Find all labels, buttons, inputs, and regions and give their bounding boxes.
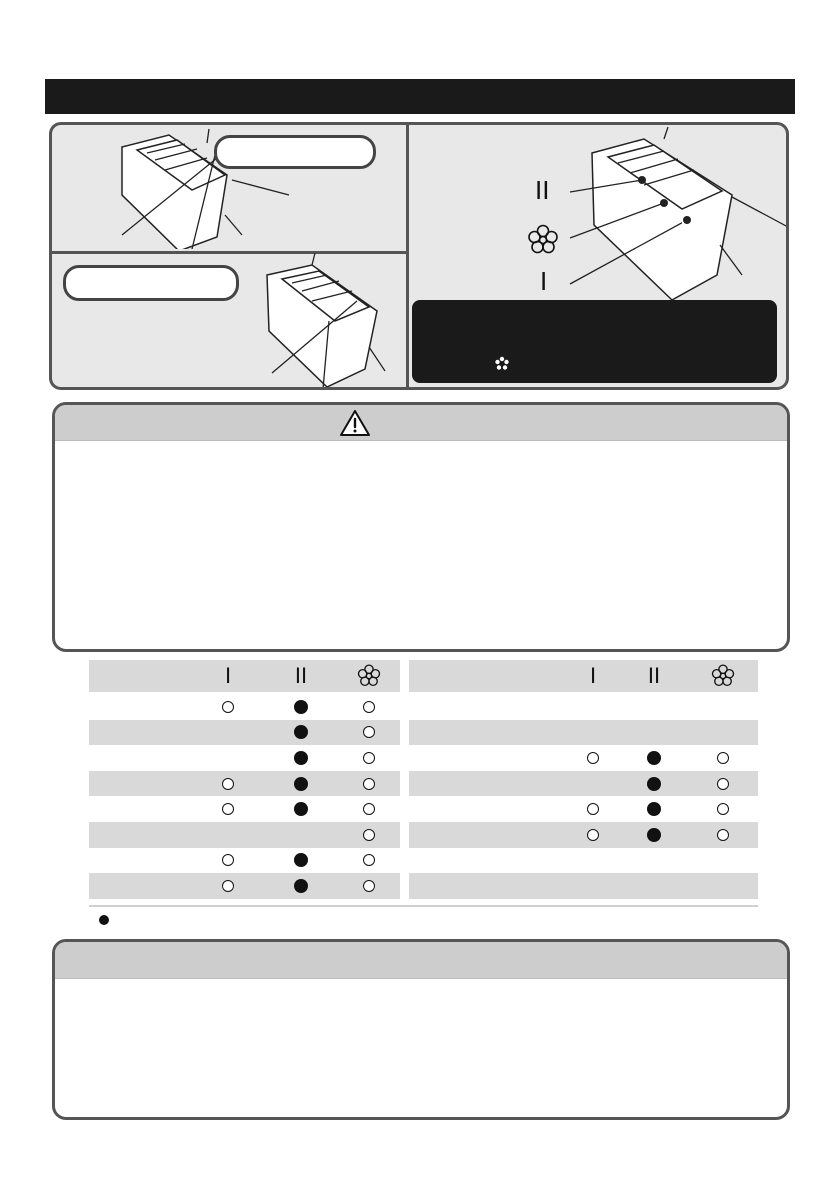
table-cell <box>357 873 381 899</box>
table-header <box>89 660 400 692</box>
column-header-compartment-1 <box>581 660 605 692</box>
table-row <box>409 822 758 848</box>
filled-dot-icon <box>647 751 661 765</box>
table-cell <box>711 796 735 822</box>
table-row <box>409 771 758 797</box>
column-header-compartment-2 <box>642 660 666 692</box>
column-header-fabric-softener <box>711 660 735 692</box>
table-row <box>409 720 758 746</box>
table-row <box>409 796 758 822</box>
column-header-label: II <box>647 663 661 688</box>
table-row <box>89 745 400 771</box>
table-cell <box>357 796 381 822</box>
table-row <box>89 720 400 746</box>
table-cell <box>216 796 240 822</box>
header-bar <box>45 79 795 114</box>
table-row <box>89 873 400 899</box>
empty-circle-icon <box>717 829 729 841</box>
table-row <box>89 848 400 874</box>
empty-circle-icon <box>222 778 234 790</box>
table-cell <box>642 848 666 874</box>
table-cell <box>357 771 381 797</box>
warning-box <box>52 402 790 652</box>
table-cell <box>711 720 735 746</box>
empty-circle-icon <box>587 752 599 764</box>
table-cell <box>711 848 735 874</box>
table-cell <box>216 848 240 874</box>
table-cell <box>357 745 381 771</box>
table-cell <box>642 720 666 746</box>
empty-circle-icon <box>363 829 375 841</box>
table-cell <box>581 796 605 822</box>
column-header-label: I <box>589 663 597 688</box>
table-cell <box>581 848 605 874</box>
warning-triangle-icon <box>339 408 371 438</box>
table-bottom-rule <box>89 905 758 907</box>
table-cell <box>216 771 240 797</box>
table-cell <box>216 745 240 771</box>
table-cell <box>289 796 313 822</box>
table-row <box>89 694 400 720</box>
filled-dot-icon <box>647 802 661 816</box>
flower-icon <box>711 664 735 688</box>
table-cell <box>711 745 735 771</box>
empty-circle-icon <box>363 803 375 815</box>
table-header <box>409 660 758 692</box>
filled-dot-icon <box>99 915 109 925</box>
table-cell <box>216 873 240 899</box>
empty-circle-icon <box>363 701 375 713</box>
filled-dot-icon <box>294 853 308 867</box>
table-cell <box>216 822 240 848</box>
table-cell <box>357 822 381 848</box>
filled-dot-icon <box>294 725 308 739</box>
column-header-label: II <box>294 663 308 688</box>
drawer-illustration-removed <box>257 251 402 390</box>
bottom-left-label-pill <box>63 265 239 301</box>
empty-circle-icon <box>587 803 599 815</box>
filled-dot-icon <box>647 828 661 842</box>
filled-dot-icon <box>647 777 661 791</box>
table-cell <box>289 873 313 899</box>
table-cell <box>357 848 381 874</box>
table-row <box>409 848 758 874</box>
table-cell <box>642 822 666 848</box>
table-cell <box>642 694 666 720</box>
table-row <box>409 873 758 899</box>
filled-dot-icon <box>294 777 308 791</box>
empty-circle-icon <box>363 854 375 866</box>
table-cell <box>357 720 381 746</box>
table-cell <box>711 771 735 797</box>
filled-dot-icon <box>294 802 308 816</box>
table-cell <box>289 694 313 720</box>
table-cell <box>581 720 605 746</box>
table-cell <box>357 694 381 720</box>
empty-circle-icon <box>222 803 234 815</box>
empty-circle-icon <box>363 726 375 738</box>
table-row <box>409 745 758 771</box>
empty-circle-icon <box>363 778 375 790</box>
table-cell <box>711 694 735 720</box>
top-left-label-pill <box>214 135 376 169</box>
empty-circle-icon <box>717 752 729 764</box>
table-cell <box>711 873 735 899</box>
table-cell <box>642 745 666 771</box>
compartment-label-2: II <box>535 175 550 205</box>
column-header-fabric-softener <box>357 660 381 692</box>
warning-header <box>55 405 787 441</box>
empty-circle-icon <box>587 829 599 841</box>
table-cell <box>216 720 240 746</box>
empty-circle-icon <box>222 880 234 892</box>
table-row <box>89 796 400 822</box>
column-header-label: I <box>224 663 232 688</box>
table-cell <box>711 822 735 848</box>
empty-circle-icon <box>717 803 729 815</box>
table-cell <box>289 771 313 797</box>
table-cell <box>289 848 313 874</box>
table-cell <box>289 745 313 771</box>
filled-dot-icon <box>294 879 308 893</box>
note-box <box>52 939 790 1120</box>
table-row <box>409 694 758 720</box>
table-cell <box>581 873 605 899</box>
dispenser-table-right <box>409 660 758 899</box>
compartment-label-1: I <box>540 266 548 296</box>
table-cell <box>581 771 605 797</box>
table-cell <box>642 873 666 899</box>
filled-dot-icon <box>294 751 308 765</box>
empty-circle-icon <box>222 701 234 713</box>
flower-icon <box>527 224 559 256</box>
table-cell <box>581 694 605 720</box>
flower-icon <box>357 664 381 688</box>
empty-circle-icon <box>717 778 729 790</box>
table-cell <box>581 822 605 848</box>
table-cell <box>581 745 605 771</box>
filled-dot-icon <box>294 700 308 714</box>
note-header <box>55 942 787 979</box>
table-cell <box>642 771 666 797</box>
figure-divider-vertical <box>406 125 409 387</box>
column-header-compartment-1 <box>216 660 240 692</box>
flower-small-icon <box>494 356 510 372</box>
table-row <box>89 771 400 797</box>
empty-circle-icon <box>363 752 375 764</box>
table-cell <box>642 796 666 822</box>
dispenser-table-left <box>89 660 400 899</box>
empty-circle-icon <box>222 854 234 866</box>
column-header-compartment-2 <box>289 660 313 692</box>
table-cell <box>216 694 240 720</box>
table-row <box>89 822 400 848</box>
table-cell <box>289 720 313 746</box>
table-cell <box>289 822 313 848</box>
empty-circle-icon <box>363 880 375 892</box>
info-box <box>412 300 777 383</box>
